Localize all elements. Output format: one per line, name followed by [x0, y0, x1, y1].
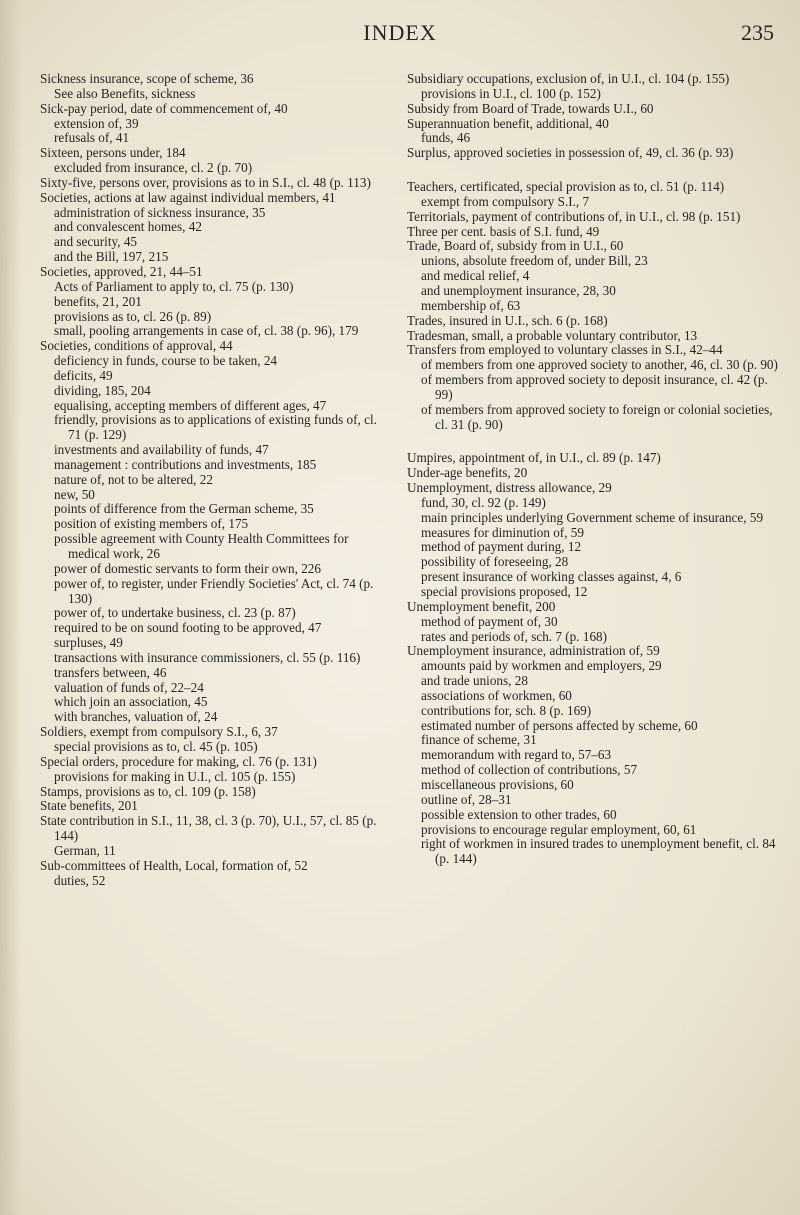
index-subentry: which join an association, 45	[54, 694, 208, 710]
index-entry: Unemployment insurance, administration of, 59	[407, 643, 660, 659]
index-subentry: points of difference from the German scheme, 35	[54, 501, 314, 517]
index-subentry: refusals of, 41	[54, 130, 130, 146]
index-column-left	[40, 72, 382, 888]
index-subentry: method of payment of, 30	[421, 613, 558, 629]
index-subentry: transfers between, 46	[54, 664, 167, 680]
index-entry: Transfers from employed to voluntary classes in S.I., 42–44	[407, 342, 723, 358]
index-subentry: new, 50	[54, 486, 95, 502]
index-subentry: miscellaneous provisions, 60	[421, 776, 574, 792]
index-subentry: and medical relief, 4	[421, 268, 530, 284]
index-entry: Sixty-five, persons over, provisions as to in S.I., cl. 48 (p. 113)	[40, 174, 371, 190]
index-subentry: method of collection of contributions, 57	[421, 762, 638, 778]
index-subentry: of members from approved society to deposit insurance, cl. 42 (p. 99)	[421, 372, 768, 402]
index-subentry: power of, to register, under Friendly Societies' Act, cl. 74 (p. 130)	[54, 575, 374, 606]
index-entry: Umpires, appointment of, in U.I., cl. 89 (p. 147)	[407, 450, 661, 466]
index-entry: Subsidiary occupations, exclusion of, in U.I., cl. 104 (p. 155)	[407, 71, 730, 86]
index-subentry: estimated number of persons affected by scheme, 60	[421, 717, 698, 733]
index-subentry: provisions in U.I., cl. 100 (p. 152)	[421, 85, 601, 101]
index-entry: Under-age benefits, 20	[407, 465, 528, 481]
index-subentry: extension of, 39	[54, 115, 139, 131]
index-entry: Trades, insured in U.I., sch. 6 (p. 168)	[407, 312, 608, 328]
index-subentry: amounts paid by workmen and employers, 29	[421, 658, 662, 674]
index-entry: Three per cent. basis of S.I. fund, 49	[407, 223, 600, 239]
index-entry: Territorials, payment of contributions of, in U.I., cl. 98 (p. 151)	[407, 208, 741, 224]
index-entry: Sick-pay period, date of commencement of, 40	[40, 100, 288, 116]
index-subentry: provisions as to, cl. 26 (p. 89)	[54, 308, 212, 324]
index-subentry: nature of, not to be altered, 22	[54, 471, 213, 487]
index-subentry: of members from one approved society to another, 46, cl. 30 (p. 90)	[421, 357, 778, 373]
index-entry: Unemployment, distress allowance, 29	[407, 480, 612, 496]
index-subentry: small, pooling arrangements in case of, cl. 38 (p. 96), 179	[54, 323, 359, 339]
index-subentry: position of existing members of, 175	[54, 516, 249, 532]
page-number: 235	[741, 20, 774, 45]
index-subentry: required to be on sound footing to be approved, 47	[54, 620, 322, 636]
index-subentry: and convalescent homes, 42	[54, 219, 202, 235]
index-subentry: See also Benefits, sickness	[54, 85, 196, 101]
index-subentry: funds, 46	[421, 130, 471, 146]
index-subentry: dividing, 185, 204	[54, 382, 151, 398]
index-subentry: of members from approved society to foreign or colonial societies, cl. 31 (p. 90)	[421, 401, 773, 432]
index-column-right	[407, 72, 781, 867]
index-subentry: friendly, provisions as to applications of existing funds of, cl. 71 (p. 129)	[54, 412, 377, 443]
index-subentry: deficits, 49	[54, 367, 113, 383]
index-subentry: investments and availability of funds, 47	[54, 442, 269, 458]
index-subentry: fund, 30, cl. 92 (p. 149)	[421, 494, 546, 510]
index-entry: Stamps, provisions as to, cl. 109 (p. 158)	[40, 783, 256, 799]
index-entry: Societies, approved, 21, 44–51	[40, 263, 203, 279]
index-entry: Soldiers, exempt from compulsory S.I., 6, 37	[40, 724, 278, 740]
index-subentry: surpluses, 49	[54, 635, 123, 651]
index-subentry: and security, 45	[54, 234, 138, 250]
index-subentry: special provisions as to, cl. 45 (p. 105)	[54, 738, 258, 754]
index-entry: Unemployment benefit, 200	[407, 598, 556, 614]
index-entry: Sixteen, persons under, 184	[40, 145, 186, 161]
index-entry: Sub-committees of Health, Local, formation of, 52	[40, 857, 308, 873]
index-subentry: and the Bill, 197, 215	[54, 249, 169, 265]
index-subentry: transactions with insurance commissioners, cl. 55 (p. 116)	[54, 649, 361, 665]
index-subentry: valuation of funds of, 22–24	[54, 679, 204, 695]
index-subentry: present insurance of working classes against, 4, 6	[421, 569, 682, 585]
index-subentry: right of workmen in insured trades to unemployment benefit, cl. 84 (p. 144)	[421, 836, 776, 867]
index-subentry: equalising, accepting members of different ages, 47	[54, 397, 327, 413]
index-subentry: memorandum with regard to, 57–63	[421, 747, 612, 763]
index-subentry: contributions for, sch. 8 (p. 169)	[421, 702, 592, 718]
index-subentry: benefits, 21, 201	[54, 293, 142, 309]
index-subentry: management : contributions and investments, 185	[54, 456, 317, 472]
index-subentry: measures for diminution of, 59	[421, 524, 584, 540]
index-subentry: membership of, 63	[421, 297, 521, 313]
page-title: INDEX	[363, 20, 437, 45]
index-subentry: power of, to undertake business, cl. 23 (p. 87)	[54, 605, 296, 621]
index-subentry: provisions for making in U.I., cl. 105 (p. 155)	[54, 768, 296, 784]
index-entry: Special orders, procedure for making, cl. 76 (p. 131)	[40, 753, 317, 769]
index-entry: Societies, actions at law against individual members, 41	[40, 189, 336, 205]
index-subentry: special provisions proposed, 12	[421, 584, 588, 599]
index-entry: Tradesman, small, a probable voluntary contributor, 13	[407, 327, 698, 343]
index-subentry: provisions to encourage regular employment, 60, 61	[421, 821, 697, 837]
index-entry: Surplus, approved societies in possession of, 49, cl. 36 (p. 93)	[407, 145, 734, 161]
index-subentry: possible extension to other trades, 60	[421, 806, 617, 822]
index-subentry: with branches, valuation of, 24	[54, 709, 218, 725]
index-subentry: German, 11	[54, 842, 116, 858]
index-entry: Subsidy from Board of Trade, towards U.I., 60	[407, 100, 654, 116]
page-binding-shadow	[0, 0, 22, 1215]
index-subentry: unions, absolute freedom of, under Bill, 23	[421, 253, 648, 269]
index-entry: Trade, Board of, subsidy from in U.I., 60	[407, 238, 624, 254]
index-subentry: finance of scheme, 31	[421, 732, 537, 748]
index-entry: Sickness insurance, scope of scheme, 36	[40, 71, 254, 86]
index-subentry: duties, 52	[54, 872, 106, 888]
page-header	[0, 20, 800, 54]
index-subentry: administration of sickness insurance, 35	[54, 204, 266, 220]
index-subentry: Acts of Parliament to apply to, cl. 75 (p. 130)	[54, 278, 294, 294]
index-subentry: and trade unions, 28	[421, 673, 528, 689]
index-entry: State benefits, 201	[40, 798, 138, 814]
index-subentry: exempt from compulsory S.I., 7	[421, 193, 590, 209]
index-subentry: main principles underlying Government scheme of insurance, 59	[421, 509, 764, 525]
section-gap	[407, 432, 781, 451]
index-subentry: possible agreement with County Health Committees for medical work, 26	[54, 531, 349, 561]
index-entry: Societies, conditions of approval, 44	[40, 338, 233, 354]
index-subentry: possibility of foreseeing, 28	[421, 554, 569, 570]
index-entry: Superannuation benefit, additional, 40	[407, 115, 609, 131]
index-subentry: outline of, 28–31	[421, 791, 512, 807]
section-gap	[407, 161, 781, 180]
index-subentry: power of domestic servants to form their own, 226	[54, 560, 321, 576]
index-subentry: method of payment during, 12	[421, 539, 582, 555]
index-subentry: rates and periods of, sch. 7 (p. 168)	[421, 628, 608, 644]
index-subentry: and unemployment insurance, 28, 30	[421, 282, 616, 298]
index-entry: Teachers, certificated, special provision as to, cl. 51 (p. 114)	[407, 179, 725, 195]
index-subentry: deficiency in funds, course to be taken, 24	[54, 353, 278, 369]
index-subentry: associations of workmen, 60	[421, 687, 572, 703]
index-subentry: excluded from insurance, cl. 2 (p. 70)	[54, 160, 253, 176]
index-entry: State contribution in S.I., 11, 38, cl. 3 (p. 70), U.I., 57, cl. 85 (p. 144)	[40, 813, 377, 844]
